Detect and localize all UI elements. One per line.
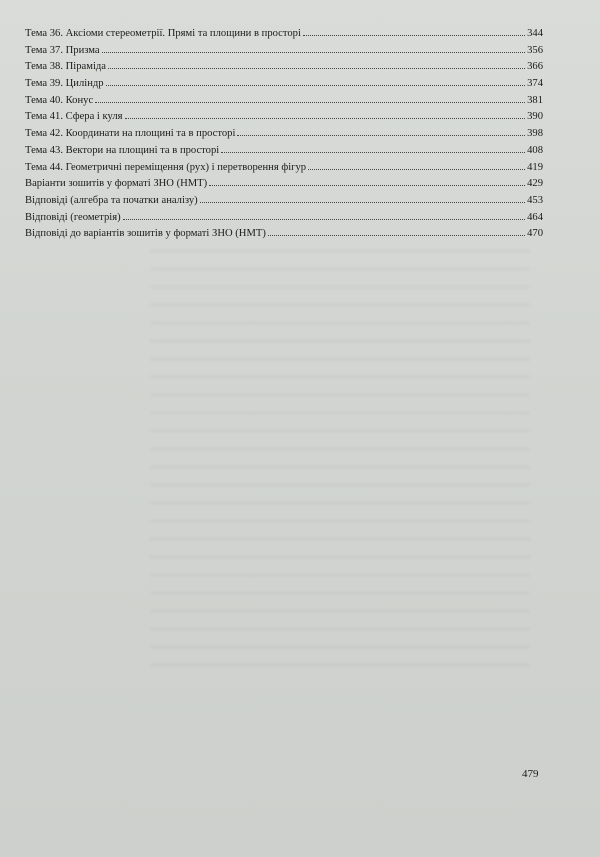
toc-entry — [25, 176, 543, 193]
toc-dot-leader — [200, 201, 525, 203]
toc-dot-leader — [95, 101, 525, 103]
table-of-contents — [25, 26, 543, 243]
toc-entry-title: Тема 38. Піраміда — [25, 61, 106, 73]
toc-entry-page: 398 — [527, 128, 543, 140]
toc-entry-title: Тема 41. Сфера і куля — [25, 111, 123, 123]
toc-dot-leader — [125, 117, 526, 119]
toc-dot-leader — [308, 168, 525, 170]
toc-entry-title: Відповіді до варіантів зошитів у форматі ЗНО (НМТ) — [25, 228, 266, 240]
toc-entry-page: 381 — [527, 94, 543, 106]
toc-entry-page: 429 — [527, 178, 543, 190]
toc-dot-leader — [303, 34, 525, 36]
toc-dot-leader — [106, 84, 526, 86]
toc-entry-page: 453 — [527, 194, 543, 206]
toc-entry — [25, 226, 543, 243]
page-number: 479 — [522, 768, 539, 780]
toc-entry-title: Тема 40. Конус — [25, 94, 94, 106]
toc-entry-page: 419 — [527, 161, 543, 173]
toc-entry-title: Відповіді (алгебра та початки аналізу) — [25, 194, 198, 206]
toc-dot-leader — [221, 151, 525, 153]
toc-entry-page: 366 — [527, 61, 543, 73]
toc-entry-page: 374 — [527, 78, 543, 90]
toc-entry-title: Тема 44. Геометричні переміщення (рух) і перетворення фігур — [25, 161, 307, 173]
toc-entry-page: 464 — [527, 211, 543, 223]
toc-entry-page: 390 — [527, 111, 543, 123]
toc-entry-title: Тема 43. Вектори на площині та в просторі — [25, 144, 220, 156]
toc-entry-title: Тема 42. Координати на площині та в просторі — [25, 128, 236, 140]
toc-entry — [25, 143, 543, 160]
toc-dot-leader — [237, 134, 525, 136]
toc-dot-leader — [123, 218, 525, 220]
toc-entry — [25, 126, 543, 143]
toc-entry-page: 356 — [527, 44, 543, 56]
toc-entry — [25, 193, 543, 210]
toc-dot-leader — [268, 234, 525, 236]
toc-entry-page: 344 — [527, 28, 543, 39]
toc-entry-title: Варіанти зошитів у форматі ЗНО (НМТ) — [25, 178, 208, 190]
toc-entry — [25, 210, 543, 227]
toc-entry-title: Тема 36. Аксіоми стереометрії. Прямі та площини в просторі — [25, 28, 301, 39]
toc-entry-title: Відповіді (геометрія) — [25, 211, 121, 223]
toc-entry — [25, 26, 543, 43]
toc-entry — [25, 76, 543, 93]
toc-entry-title: Тема 37. Призма — [25, 44, 100, 56]
toc-entry-page: 408 — [527, 144, 543, 156]
toc-entry — [25, 43, 543, 60]
toc-entry-page: 470 — [527, 228, 543, 240]
toc-entry-title: Тема 39. Циліндр — [25, 78, 104, 90]
toc-entry — [25, 93, 543, 110]
toc-dot-leader — [209, 184, 525, 186]
toc-entry — [25, 59, 543, 76]
show-through-shadow — [150, 250, 530, 670]
toc-dot-leader — [102, 51, 525, 53]
toc-entry — [25, 160, 543, 177]
toc-dot-leader — [108, 67, 525, 69]
toc-entry — [25, 109, 543, 126]
